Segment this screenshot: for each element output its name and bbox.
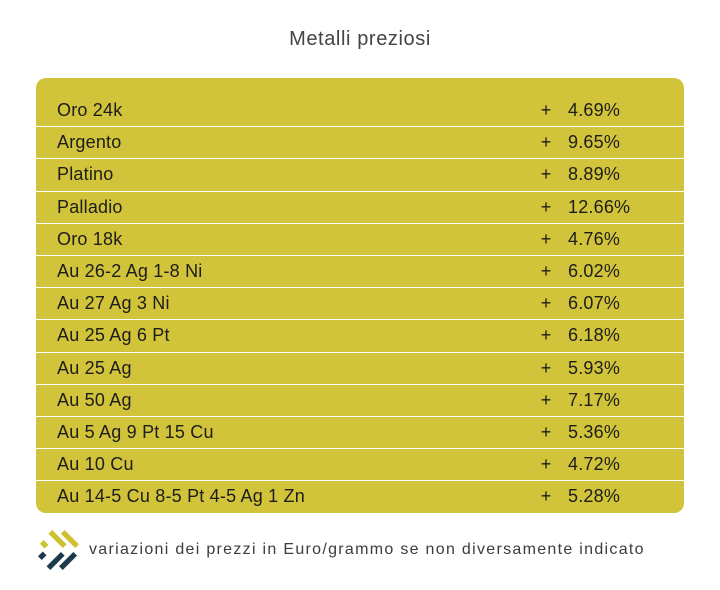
metal-name: Au 27 Ag 3 Ni [57, 293, 170, 314]
change-value: 6.18% [568, 325, 621, 346]
metals-table [36, 78, 684, 513]
table-row [36, 287, 684, 319]
change-value: 4.69% [568, 99, 621, 120]
change-value: 6.02% [568, 261, 621, 282]
change-sign: + [540, 454, 552, 475]
metal-name: Au 25 Ag 6 Pt [57, 325, 170, 346]
change-value: 5.93% [568, 357, 621, 378]
metal-name: Palladio [57, 196, 123, 217]
metal-name: Platino [57, 164, 114, 185]
change-sign: + [540, 389, 552, 410]
change-value: 8.89% [568, 164, 621, 185]
table-row [36, 94, 684, 126]
change-sign: + [540, 228, 552, 249]
change-value: 5.28% [568, 486, 621, 507]
change-value: 4.72% [568, 454, 621, 475]
page-title: Metalli preziosi [289, 28, 431, 50]
table-row [36, 126, 684, 158]
table-row [36, 255, 684, 287]
change-value: 7.17% [568, 389, 621, 410]
table-row [36, 480, 684, 512]
table-row [36, 223, 684, 255]
change-sign: + [540, 99, 552, 120]
table-row [36, 191, 684, 223]
change-sign: + [540, 132, 552, 153]
change-value: 4.76% [568, 228, 621, 249]
footer [37, 524, 697, 576]
table-row [36, 319, 684, 351]
change-sign: + [540, 486, 552, 507]
change-value: 6.07% [568, 293, 621, 314]
change-sign: + [540, 357, 552, 378]
table-row [36, 416, 684, 448]
table-row [36, 448, 684, 480]
metal-name: Au 5 Ag 9 Pt 15 Cu [57, 421, 214, 442]
metal-name: Argento [57, 132, 122, 153]
change-value: 12.66% [568, 196, 631, 217]
metal-name: Oro 24k [57, 99, 123, 120]
change-sign: + [540, 196, 552, 217]
change-value: 9.65% [568, 132, 621, 153]
metal-name: Au 26-2 Ag 1-8 Ni [57, 261, 203, 282]
footer-note: variazioni dei prezzi in Euro/grammo se non diversamente indicato [89, 541, 645, 558]
table-row [36, 352, 684, 384]
table-row [36, 158, 684, 190]
double-chevron-logo-icon [37, 527, 79, 573]
metal-name: Au 14-5 Cu 8-5 Pt 4-5 Ag 1 Zn [57, 486, 305, 507]
metal-name: Au 25 Ag [57, 357, 132, 378]
change-sign: + [540, 293, 552, 314]
change-sign: + [540, 261, 552, 282]
change-value: 5.36% [568, 421, 621, 442]
change-sign: + [540, 164, 552, 185]
metal-name: Au 10 Cu [57, 454, 134, 475]
metal-name: Oro 18k [57, 228, 123, 249]
metal-name: Au 50 Ag [57, 389, 132, 410]
change-sign: + [540, 325, 552, 346]
change-sign: + [540, 421, 552, 442]
table-row [36, 384, 684, 416]
